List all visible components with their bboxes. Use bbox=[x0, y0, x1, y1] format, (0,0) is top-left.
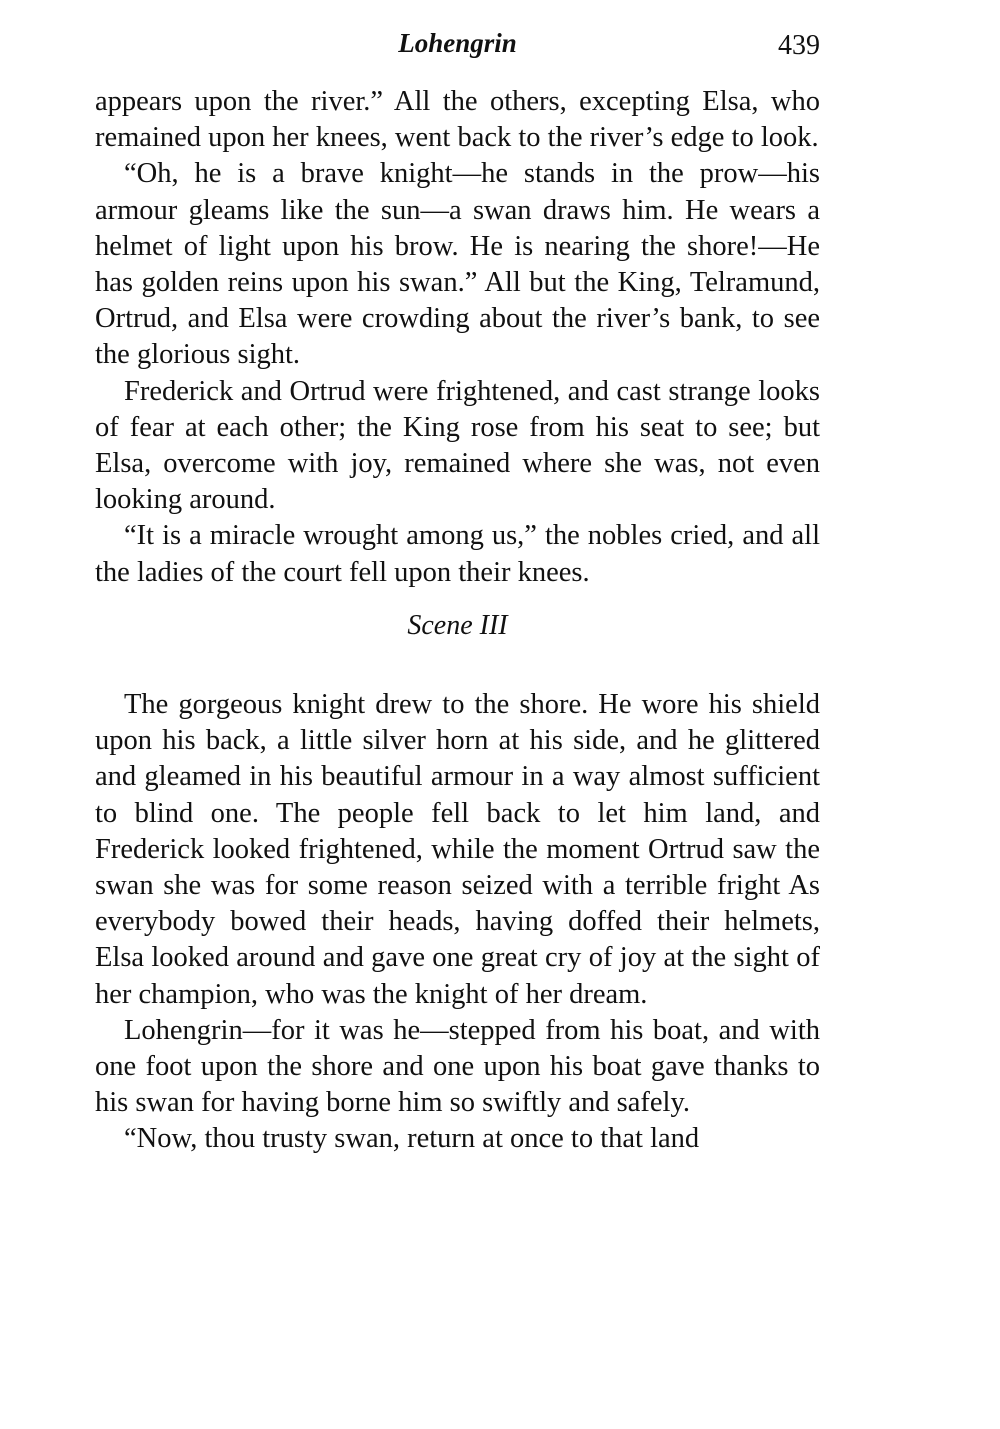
paragraph: “Now, thou trusty swan, return at once to that land bbox=[124, 1123, 700, 1155]
paragraph: appears upon the river.” All the others, excepting Elsa, who remained upon her knees, went back to the river’s edge to look. bbox=[95, 86, 820, 154]
scene-heading: Scene III bbox=[407, 609, 508, 641]
paragraph: The gorgeous knight drew to the shore. He wore his shield upon his back, a little silver horn at his side, and he glittered and gleamed in his beautiful armour in a way almost sufficient to blind one. The people fell back to let him land, and Frederick looked frightened, while the moment Ortrud saw the swan she was for some reason seized with a terrible fright As everybody bowed their heads, having doffed their helmets, Elsa looked around and gave one great cry of joy at the sight of her champion, who was the knight of her dream. bbox=[95, 689, 820, 1010]
page-number: 439 bbox=[778, 30, 820, 61]
paragraph: “Oh, he is a brave knight—he stands in the prow—his armour gleams like the sun—a swan draws him. He wears a helmet of light upon his brow. He is nearing the shore!—He has golden reins upon his swan.” All but the King, Telramund, Ortrud, and Elsa were crowding about the river’s bank, to see the glorious sight. bbox=[95, 158, 820, 371]
paragraph: Lohengrin—for it was he—stepped from his boat, and with one foot upon the shore and one upon his boat gave thanks to his swan for having borne him so swiftly and safely. bbox=[95, 1014, 820, 1119]
running-head bbox=[95, 28, 820, 68]
running-title: Lohengrin bbox=[398, 28, 517, 58]
paragraph: “It is a miracle wrought among us,” the nobles cried, and all the ladies of the court fell upon their knees. bbox=[95, 520, 820, 588]
body-text bbox=[95, 84, 820, 1158]
paragraph: Frederick and Ortrud were frightened, and cast strange looks of fear at each other; the King rose from his seat to see; but Elsa, overcome with joy, remained where she was, not even looking around. bbox=[95, 375, 820, 516]
